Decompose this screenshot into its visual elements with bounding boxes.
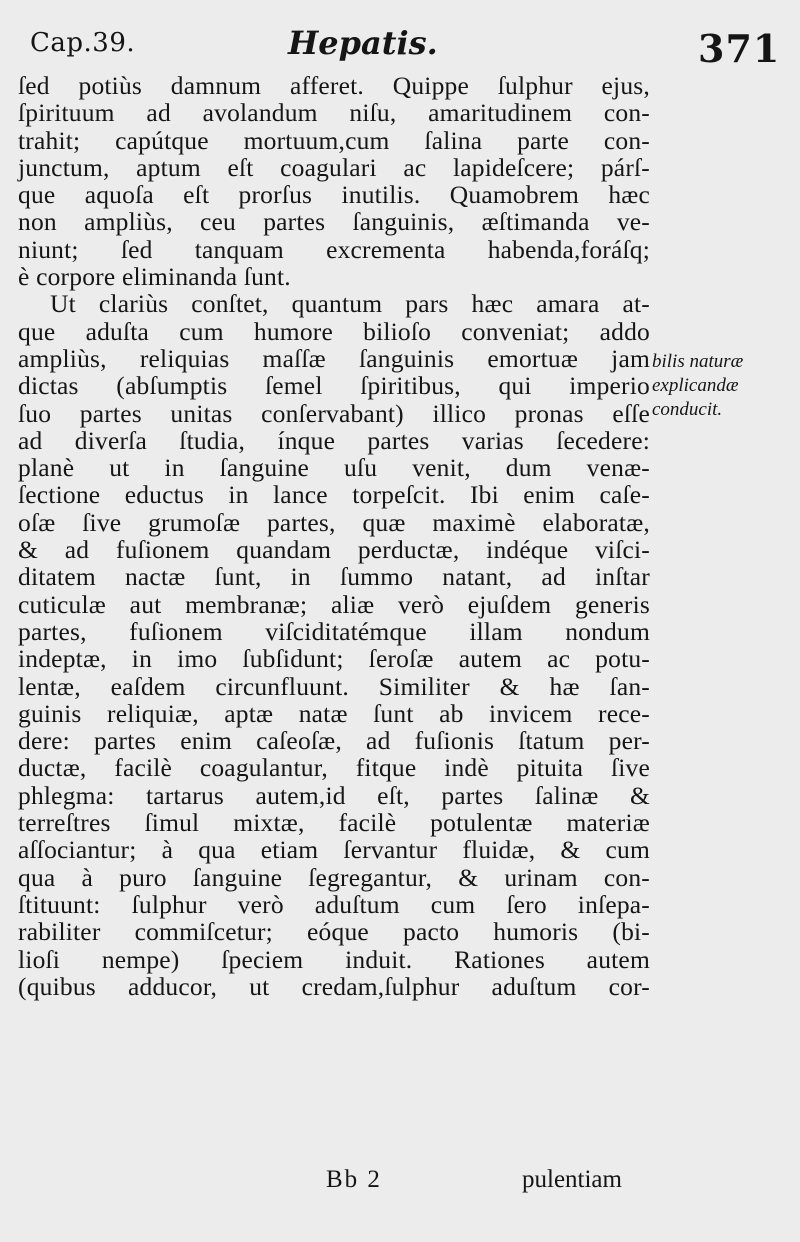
marginal-note-line: explicandæ bbox=[652, 375, 739, 396]
text-line: ſpirituum ad avolandum niſu, amaritudinem con- bbox=[18, 98, 650, 128]
text-line: qua à puro ſanguine ſegregantur, & urinam con- bbox=[18, 862, 650, 892]
body-text bbox=[18, 72, 650, 1000]
text-line: ſectione eductus in lance torpeſcit. Ibi enim caſe- bbox=[18, 480, 650, 510]
text-line: (quibus adducor, ut credam,ſulphur aduſtum cor- bbox=[18, 971, 650, 1001]
text-line: è corpore eliminanda ſunt. bbox=[18, 262, 291, 292]
text-line: dere: partes enim caſeoſæ, ad fuſionis ſtatum per- bbox=[18, 726, 650, 756]
text-line: lioſi nempe) ſpeciem induit. Rationes autem bbox=[18, 944, 650, 974]
text-line: terreſtres ſimul mixtæ, facilè potulentæ materiæ bbox=[18, 808, 650, 838]
text-line: cuticulæ aut membranæ; aliæ verò ejuſdem generis bbox=[18, 589, 650, 619]
text-line: que aquoſa eſt prorſus inutilis. Quamobrem hæc bbox=[18, 180, 650, 210]
text-line: & ad fuſionem quandam perductæ, indéque viſci- bbox=[18, 535, 650, 565]
text-line: ſuo partes unitas conſervabant) illico pronas eſſe bbox=[18, 398, 650, 428]
text-line: guinis reliquiæ, aptæ natæ ſunt ab invicem rece- bbox=[18, 698, 650, 728]
text-line: lentæ, eaſdem circunfluunt. Similiter & hæ ſan- bbox=[18, 671, 650, 701]
page-number: 371 bbox=[698, 26, 781, 71]
text-line: ditatem nactæ ſunt, in ſummo natant, ad inſtar bbox=[18, 562, 650, 592]
text-line: ampliùs, reliquias maſſæ ſanguinis emortuæ jam bbox=[18, 343, 650, 373]
text-line: rabiliter commiſcetur; eóque pacto humoris (bi- bbox=[18, 917, 650, 947]
text-line: aſſociantur; à qua etiam ſervantur fluidæ, & cum bbox=[18, 835, 650, 865]
text-line: junctum, aptum eſt coagulari ac lapideſcere; párſ- bbox=[18, 152, 650, 182]
marginal-note-line: conducit. bbox=[652, 399, 723, 420]
text-line: ſtituunt: ſulphur verò aduſtum cum ſero inſepa- bbox=[18, 889, 650, 919]
text-line: partes, fuſionem viſciditatémque illam nondum bbox=[18, 616, 650, 646]
text-line: ſed potiùs damnum afferet. Quippe ſulphur ejus, bbox=[18, 71, 650, 100]
text-line: ductæ, facilè coagulantur, fitque indè pituita ſive bbox=[18, 753, 650, 783]
text-line: dictas (abſumptis ſemel ſpiritibus, qui imperio bbox=[18, 371, 650, 401]
text-line: indeptæ, in imo ſubſidunt; ſeroſæ autem ac potu- bbox=[18, 644, 650, 674]
text-line: niunt; ſed tanquam excrementa habenda,foráſq; bbox=[18, 234, 650, 264]
marginal-note bbox=[652, 350, 798, 422]
signature-mark: Bb 2 bbox=[326, 1166, 382, 1193]
paragraph-start-line: Ut clariùs conſtet, quantum pars hæc amara at- bbox=[50, 289, 650, 319]
page-header bbox=[30, 14, 782, 71]
text-line: trahit; capútque mortuum,cum ſalina parte con- bbox=[18, 125, 650, 155]
text-line: planè ut in ſanguine uſu venit, dum venæ- bbox=[18, 453, 650, 483]
catchword: pulentiam bbox=[522, 1166, 622, 1193]
chapter-label: Cap.39. bbox=[30, 28, 136, 58]
marginal-note-line: bilis naturæ bbox=[652, 351, 744, 372]
text-line: non ampliùs, ceu partes ſanguinis, æſtimanda ve- bbox=[18, 207, 650, 237]
text-line: que aduſta cum humore bilioſo conveniat; addo bbox=[18, 316, 650, 346]
text-line: phlegma: tartarus autem,id eſt, partes ſalinæ & bbox=[18, 780, 650, 810]
running-title: Hepatis. bbox=[288, 24, 438, 62]
text-line: oſæ ſive grumoſæ partes, quæ maximè elaboratæ, bbox=[18, 507, 650, 537]
text-line: ad diverſa ſtudia, ínque partes varias ſecedere: bbox=[18, 425, 650, 455]
page-footer bbox=[0, 1160, 800, 1200]
